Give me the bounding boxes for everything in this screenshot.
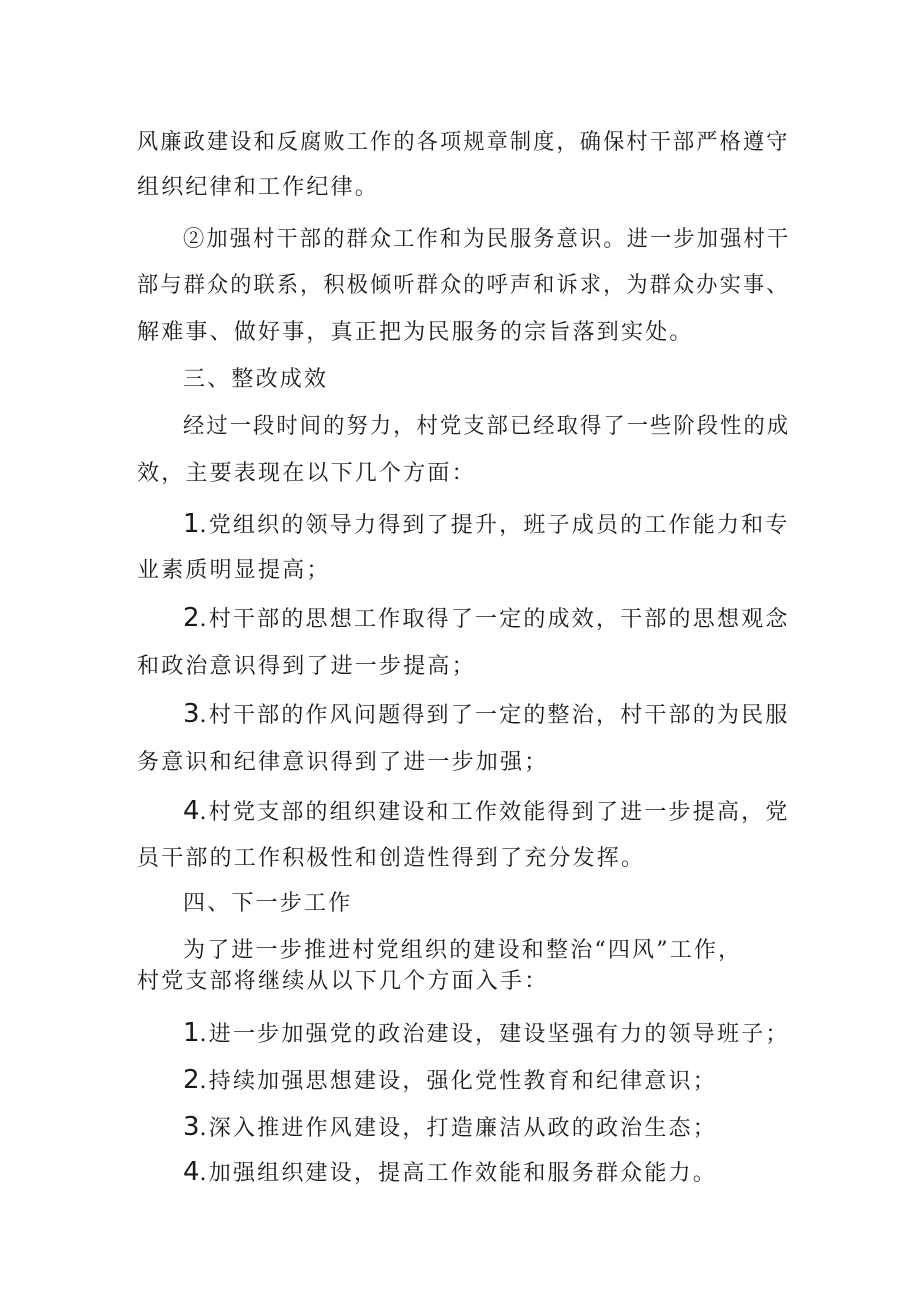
item-number: 4: [183, 1157, 200, 1187]
text-line: ②加强村干部的群众工作和为民服务意识。进一步加强村干: [183, 227, 791, 252]
text-line: 为了进一步推进村党组织的建设和整治“四风”工作，: [183, 938, 743, 963]
list-item: [183, 1156, 717, 1190]
list-item: [183, 602, 790, 636]
list-item: [183, 1111, 717, 1145]
item-number: 2: [183, 603, 200, 633]
item-text: .党组织的领导力得到了提升，班子成员的工作能力和专: [199, 513, 790, 538]
list-item: [183, 698, 790, 732]
item-number: 1: [183, 509, 200, 539]
text-line: 组织纪律和工作纪律。: [137, 175, 380, 200]
item-number: 2: [183, 1065, 200, 1095]
list-item: [183, 508, 790, 542]
item-number: 4: [183, 796, 200, 826]
item-number: 3: [183, 699, 200, 729]
text-line: 业素质明显提高；: [137, 558, 331, 583]
item-text: .深入推进作风建设，打造廉洁从政的政治生态；: [199, 1116, 717, 1141]
item-text: .加强组织建设，提高工作效能和服务群众能力。: [199, 1161, 717, 1186]
text-line: 经过一段时间的努力，村党支部已经取得了一些阶段性的成: [183, 414, 791, 439]
section-heading: 四、下一步工作: [183, 891, 353, 916]
text-line: 部与群众的联系，积极倾听群众的呼声和诉求，为群众办实事、: [137, 273, 790, 298]
item-text: .进一步加强党的政治建设，建设坚强有力的领导班子；: [199, 1022, 790, 1047]
item-text: .持续加强思想建设，强化党性教育和纪律意识；: [199, 1069, 717, 1094]
item-text: .村干部的思想工作取得了一定的成效，干部的思想观念: [199, 607, 790, 632]
text-line: 解难事、做好事，真正把为民服务的宗旨落到实处。: [137, 320, 694, 345]
list-item: [183, 795, 790, 829]
text-line: 风廉政建设和反腐败工作的各项规章制度，确保村干部严格遵守: [137, 130, 790, 155]
text-line: 员干部的工作积极性和创造性得到了充分发挥。: [137, 846, 646, 871]
item-text: .村干部的作风问题得到了一定的整治，村干部的为民服: [199, 703, 790, 728]
item-text: .村党支部的组织建设和工作效能得到了进一步提高，党: [199, 800, 790, 825]
section-heading: 三、整改成效: [183, 367, 329, 392]
text-line: 效，主要表现在以下几个方面：: [137, 461, 476, 486]
text-line: 村党支部将继续从以下几个方面入手：: [137, 969, 549, 994]
item-number: 1: [183, 1018, 200, 1048]
text-line: 和政治意识得到了进一步提高；: [137, 654, 476, 679]
item-number: 3: [183, 1112, 200, 1142]
list-item: [183, 1017, 790, 1051]
text-line: 务意识和纪律意识得到了进一步加强；: [137, 750, 549, 775]
list-item: [183, 1064, 717, 1098]
